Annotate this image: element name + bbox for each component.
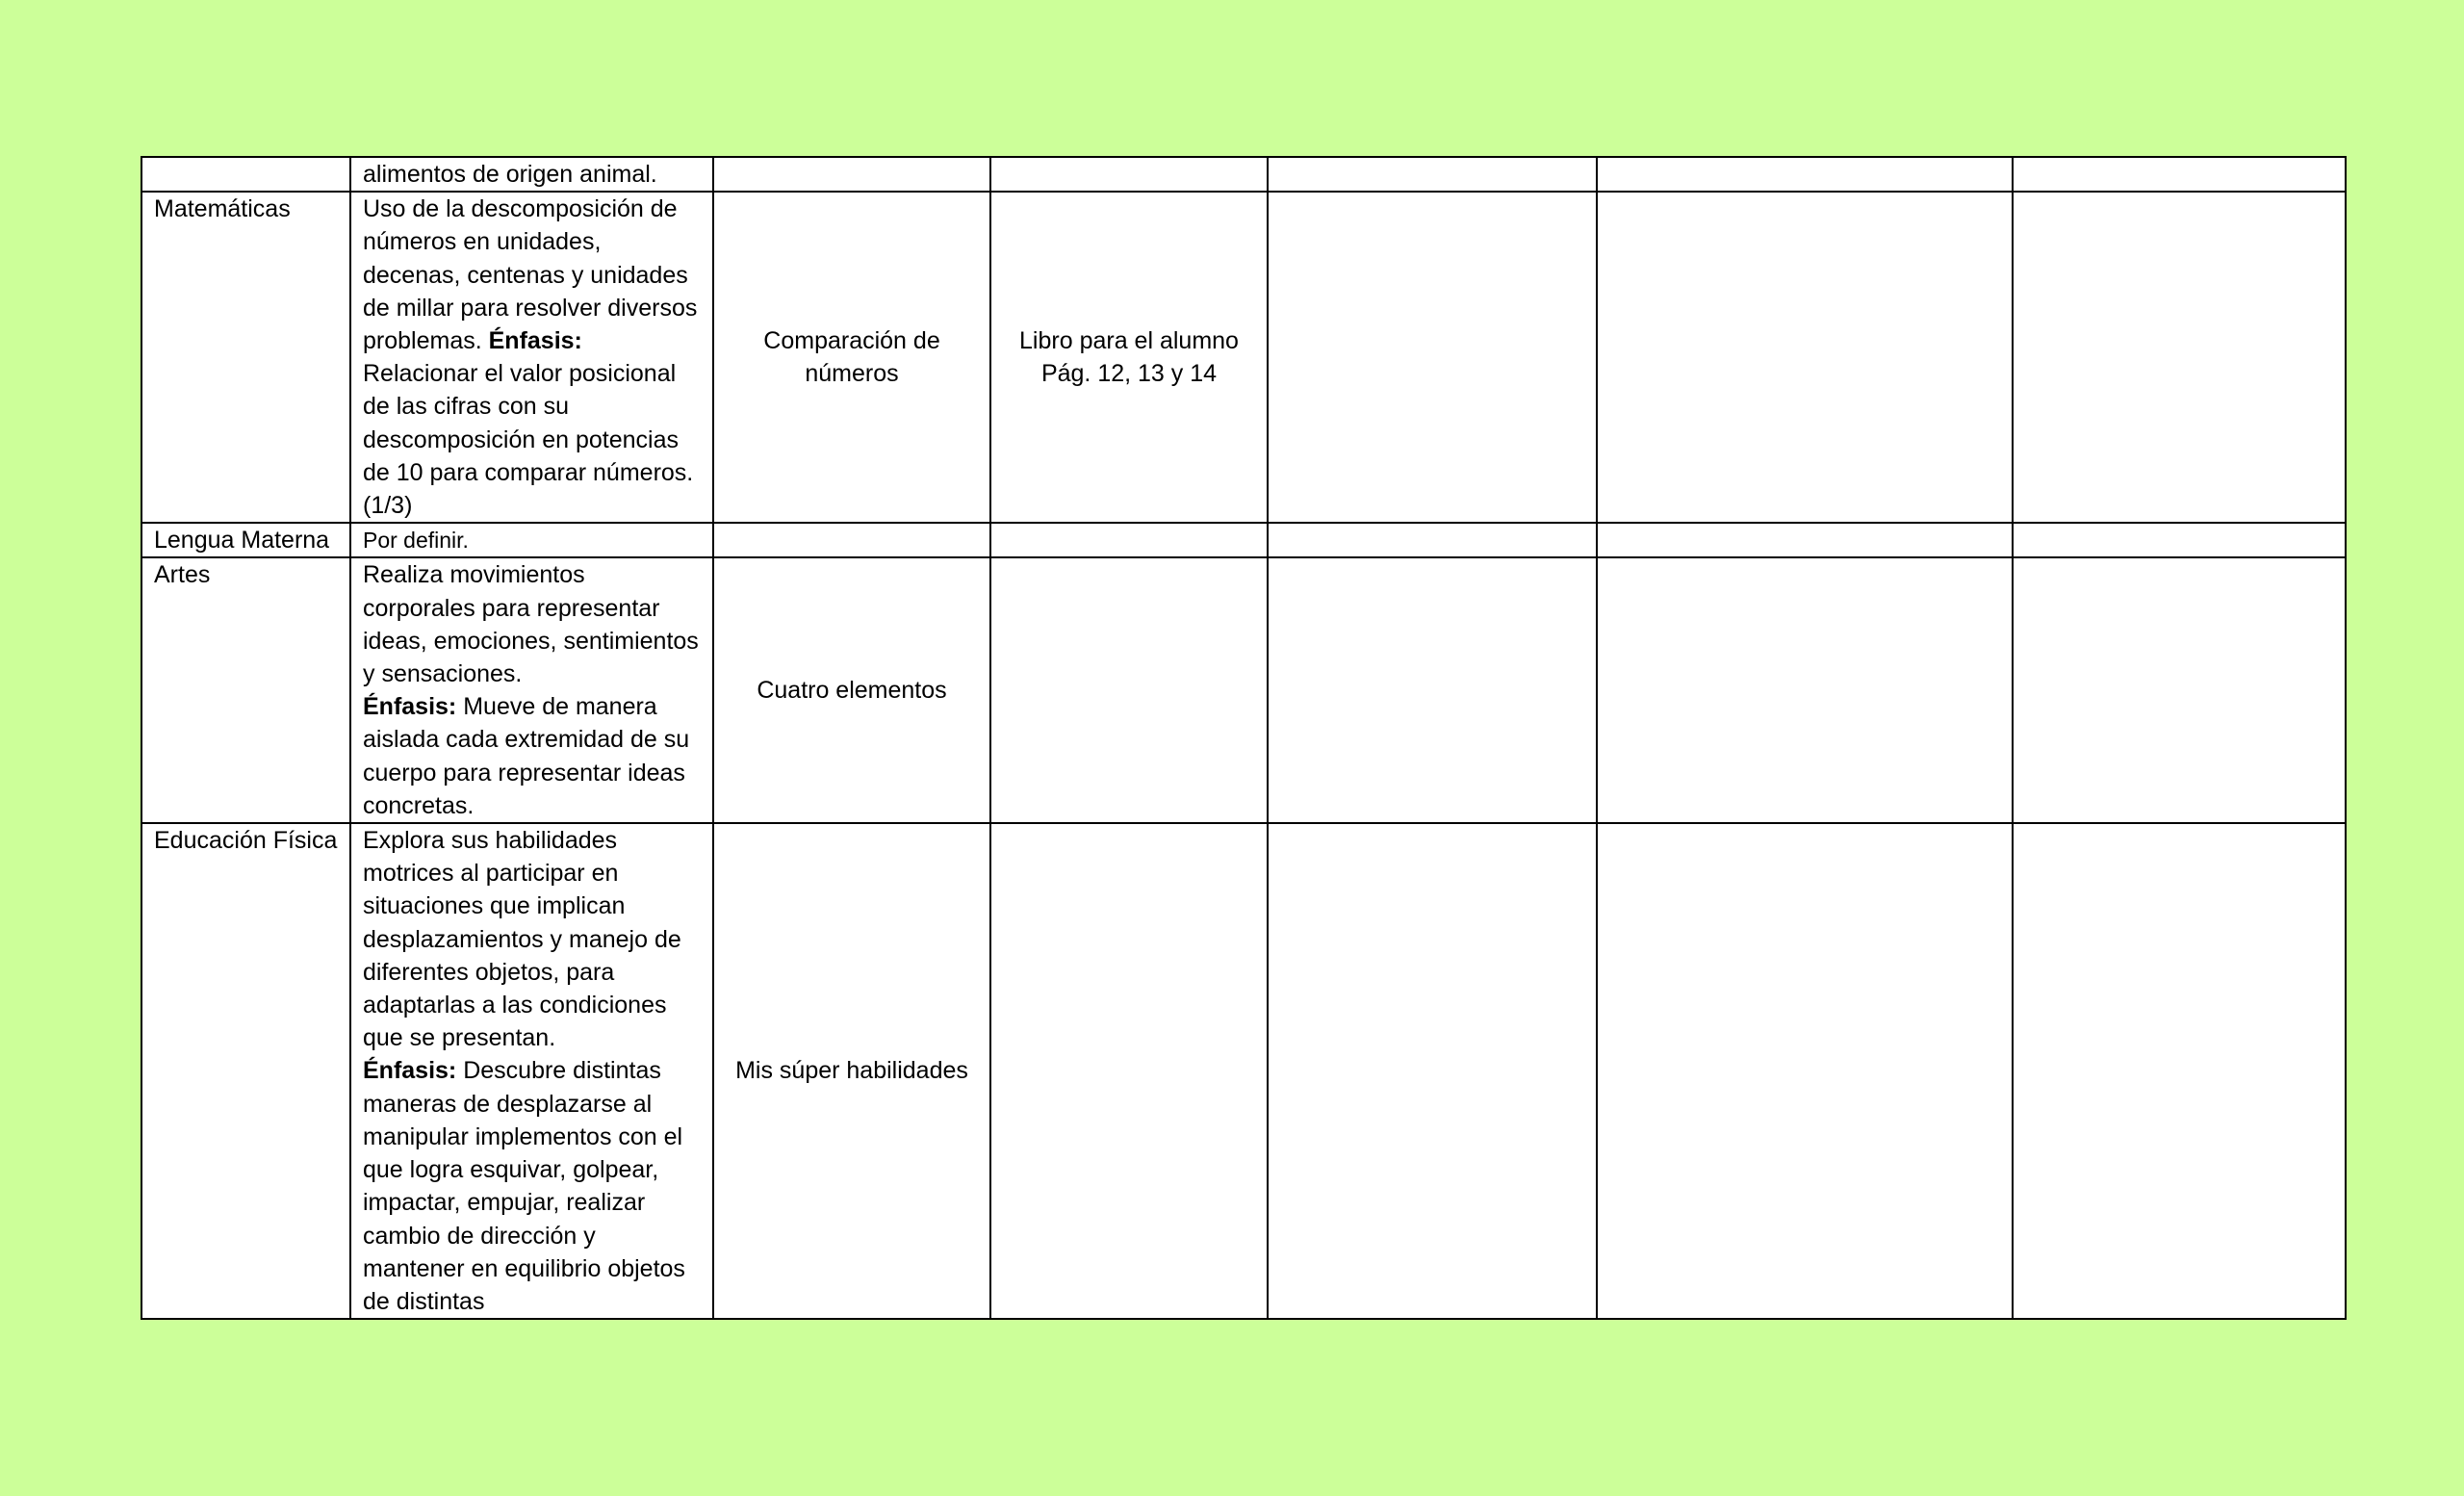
empty-cell [1597,523,2013,557]
empty-cell [1268,823,1597,1319]
table-row [141,823,2346,1319]
content-text: Explora sus habilidades motrices al participar en situaciones que implican desplazamientos y manejo de diferentes objetos, para adaptarlas a las condiciones que se presentan. [363,827,681,1052]
subject-cell: Educación Física [141,823,350,1319]
table-row [141,557,2346,823]
empty-cell [1597,557,2013,823]
emphasis-label: Énfasis: [488,327,582,355]
content-cell [350,557,713,823]
table-row [141,157,2346,192]
topic-cell: Cuatro elementos [713,557,990,823]
content-text: Por definir. [363,528,469,554]
content-cell [350,823,713,1319]
resource-cell [990,192,1268,523]
empty-cell [1597,823,2013,1319]
empty-cell [2013,192,2346,523]
resource-pages: Pág. 12, 13 y 14 [1040,360,1218,388]
resource-cell [990,823,1268,1319]
emphasis-text: Descubre distintas maneras de desplazarse al manipular implementos con el que logra esquivar, golpear, impactar, empujar, realizar cambio de dirección y mantener en equilibrio objetos de distintas [363,1057,685,1315]
resource-cell [990,523,1268,557]
content-text: Uso de la descomposición de números en unidades, decenas, centenas y unidades de millar para resolver diversos problemas. [363,195,698,355]
resource-cell [990,557,1268,823]
topic-cell: Mis súper habilidades [713,823,990,1319]
emphasis-text: Mueve de manera aislada cada extremidad de su cuerpo para representar ideas concretas. [363,693,690,819]
subject-cell: Artes [141,557,350,823]
content-cell [350,523,713,557]
resource-line: Libro para el alumno [1019,327,1239,355]
empty-cell [1597,157,2013,192]
emphasis-label: Énfasis: [363,1057,457,1085]
empty-cell [1268,157,1597,192]
emphasis-text: Relacionar el valor posicional de las cifras con su descomposición en potencias de 10 para comparar números. (1/3) [363,360,694,520]
empty-cell [2013,823,2346,1319]
empty-cell [1268,557,1597,823]
content-text: Realiza movimientos corporales para representar ideas, emociones, sentimientos y sensaciones. [363,561,699,688]
content-cell [350,192,713,523]
content-cell: alimentos de origen animal. [350,157,713,192]
empty-cell [1268,192,1597,523]
topic-cell [713,157,990,192]
empty-cell [2013,523,2346,557]
subject-cell [141,157,350,192]
resource-cell [990,157,1268,192]
topic-cell [713,523,990,557]
table-row [141,192,2346,523]
subject-cell: Matemáticas [141,192,350,523]
topic-cell: Comparación de números [713,192,990,523]
subject-cell: Lengua Materna [141,523,350,557]
empty-cell [1268,523,1597,557]
empty-cell [2013,157,2346,192]
empty-cell [2013,557,2346,823]
lesson-plan-table [141,156,2347,1320]
table-row [141,523,2346,557]
emphasis-label: Énfasis: [363,693,457,721]
empty-cell [1597,192,2013,523]
